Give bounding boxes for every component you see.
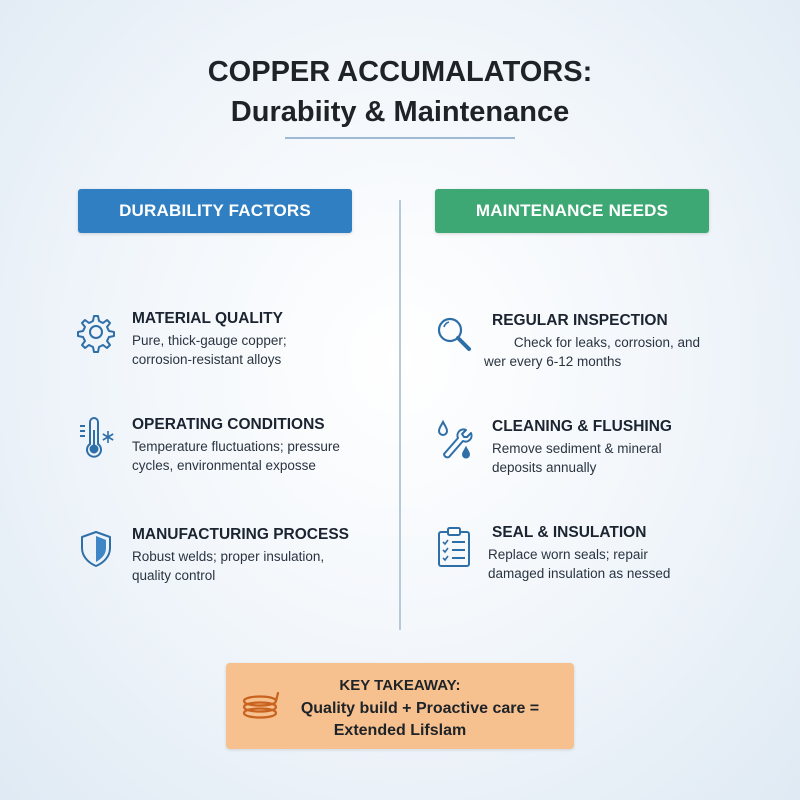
page-title [0,52,800,132]
key-takeaway-box [226,663,574,749]
item-description-line: corrosion-resistant alloys [132,352,282,367]
item-description [484,333,700,371]
item-description-line: Pure, thick-gauge copper; [132,333,287,348]
item-description-line: wer every 6-12 months [484,354,622,369]
thermometer-snowflake-icon [76,416,116,460]
item-description-line: Remove sediment & mineral [492,441,662,456]
item-description-line: Robust welds; proper insulation, [132,549,325,564]
item-description [492,439,742,477]
maintenance-needs-header [435,189,709,233]
page-title-line1: COPPER ACCUMALATORS: [207,56,593,88]
title-divider [285,137,515,139]
key-takeaway-line2: Extended Lifslam [333,722,467,739]
item-description-line: Temperature fluctuations; pressure [132,439,340,454]
item-heading: CLEANING & FLUSHING [492,418,672,435]
key-takeaway-line1: Quality build + Proactive care = [300,700,540,717]
item-heading: OPERATING CONDITIONS [132,416,325,433]
item-description [132,547,382,585]
item-description-line: Replace worn seals; repair [488,547,648,562]
item-description [488,545,738,583]
durability-factors-header [78,189,352,233]
item-heading: SEAL & INSULATION [492,524,647,541]
item-heading: REGULAR INSPECTION [492,312,668,329]
item-description-line: quality control [132,568,216,583]
key-takeaway-label: KEY TAKEAWAY: [339,677,461,694]
item-description-line: deposits annually [492,460,597,475]
maintenance-needs-header-label: MAINTENANCE NEEDS [475,201,669,220]
magnifier-icon [434,312,474,356]
item-description [132,437,382,475]
item-description [132,331,382,369]
column-divider [399,200,401,630]
page-title-line2: Durabiity & Maintenance [230,96,570,128]
item-description-line: damaged insulation as nessed [488,566,671,581]
item-heading: MANUFACTURING PROCESS [132,526,350,543]
gear-icon [76,310,116,354]
item-description-line: Check for leaks, corrosion, and [513,335,700,350]
checklist-clipboard-icon [434,524,474,568]
shield-icon [76,526,116,570]
item-heading: MATERIAL QUALITY [132,310,283,327]
durability-factors-header-label: DURABILITY FACTORS [119,201,311,220]
wrench-droplets-icon [434,418,474,462]
item-description-line: cycles, environmental exposse [132,458,316,473]
